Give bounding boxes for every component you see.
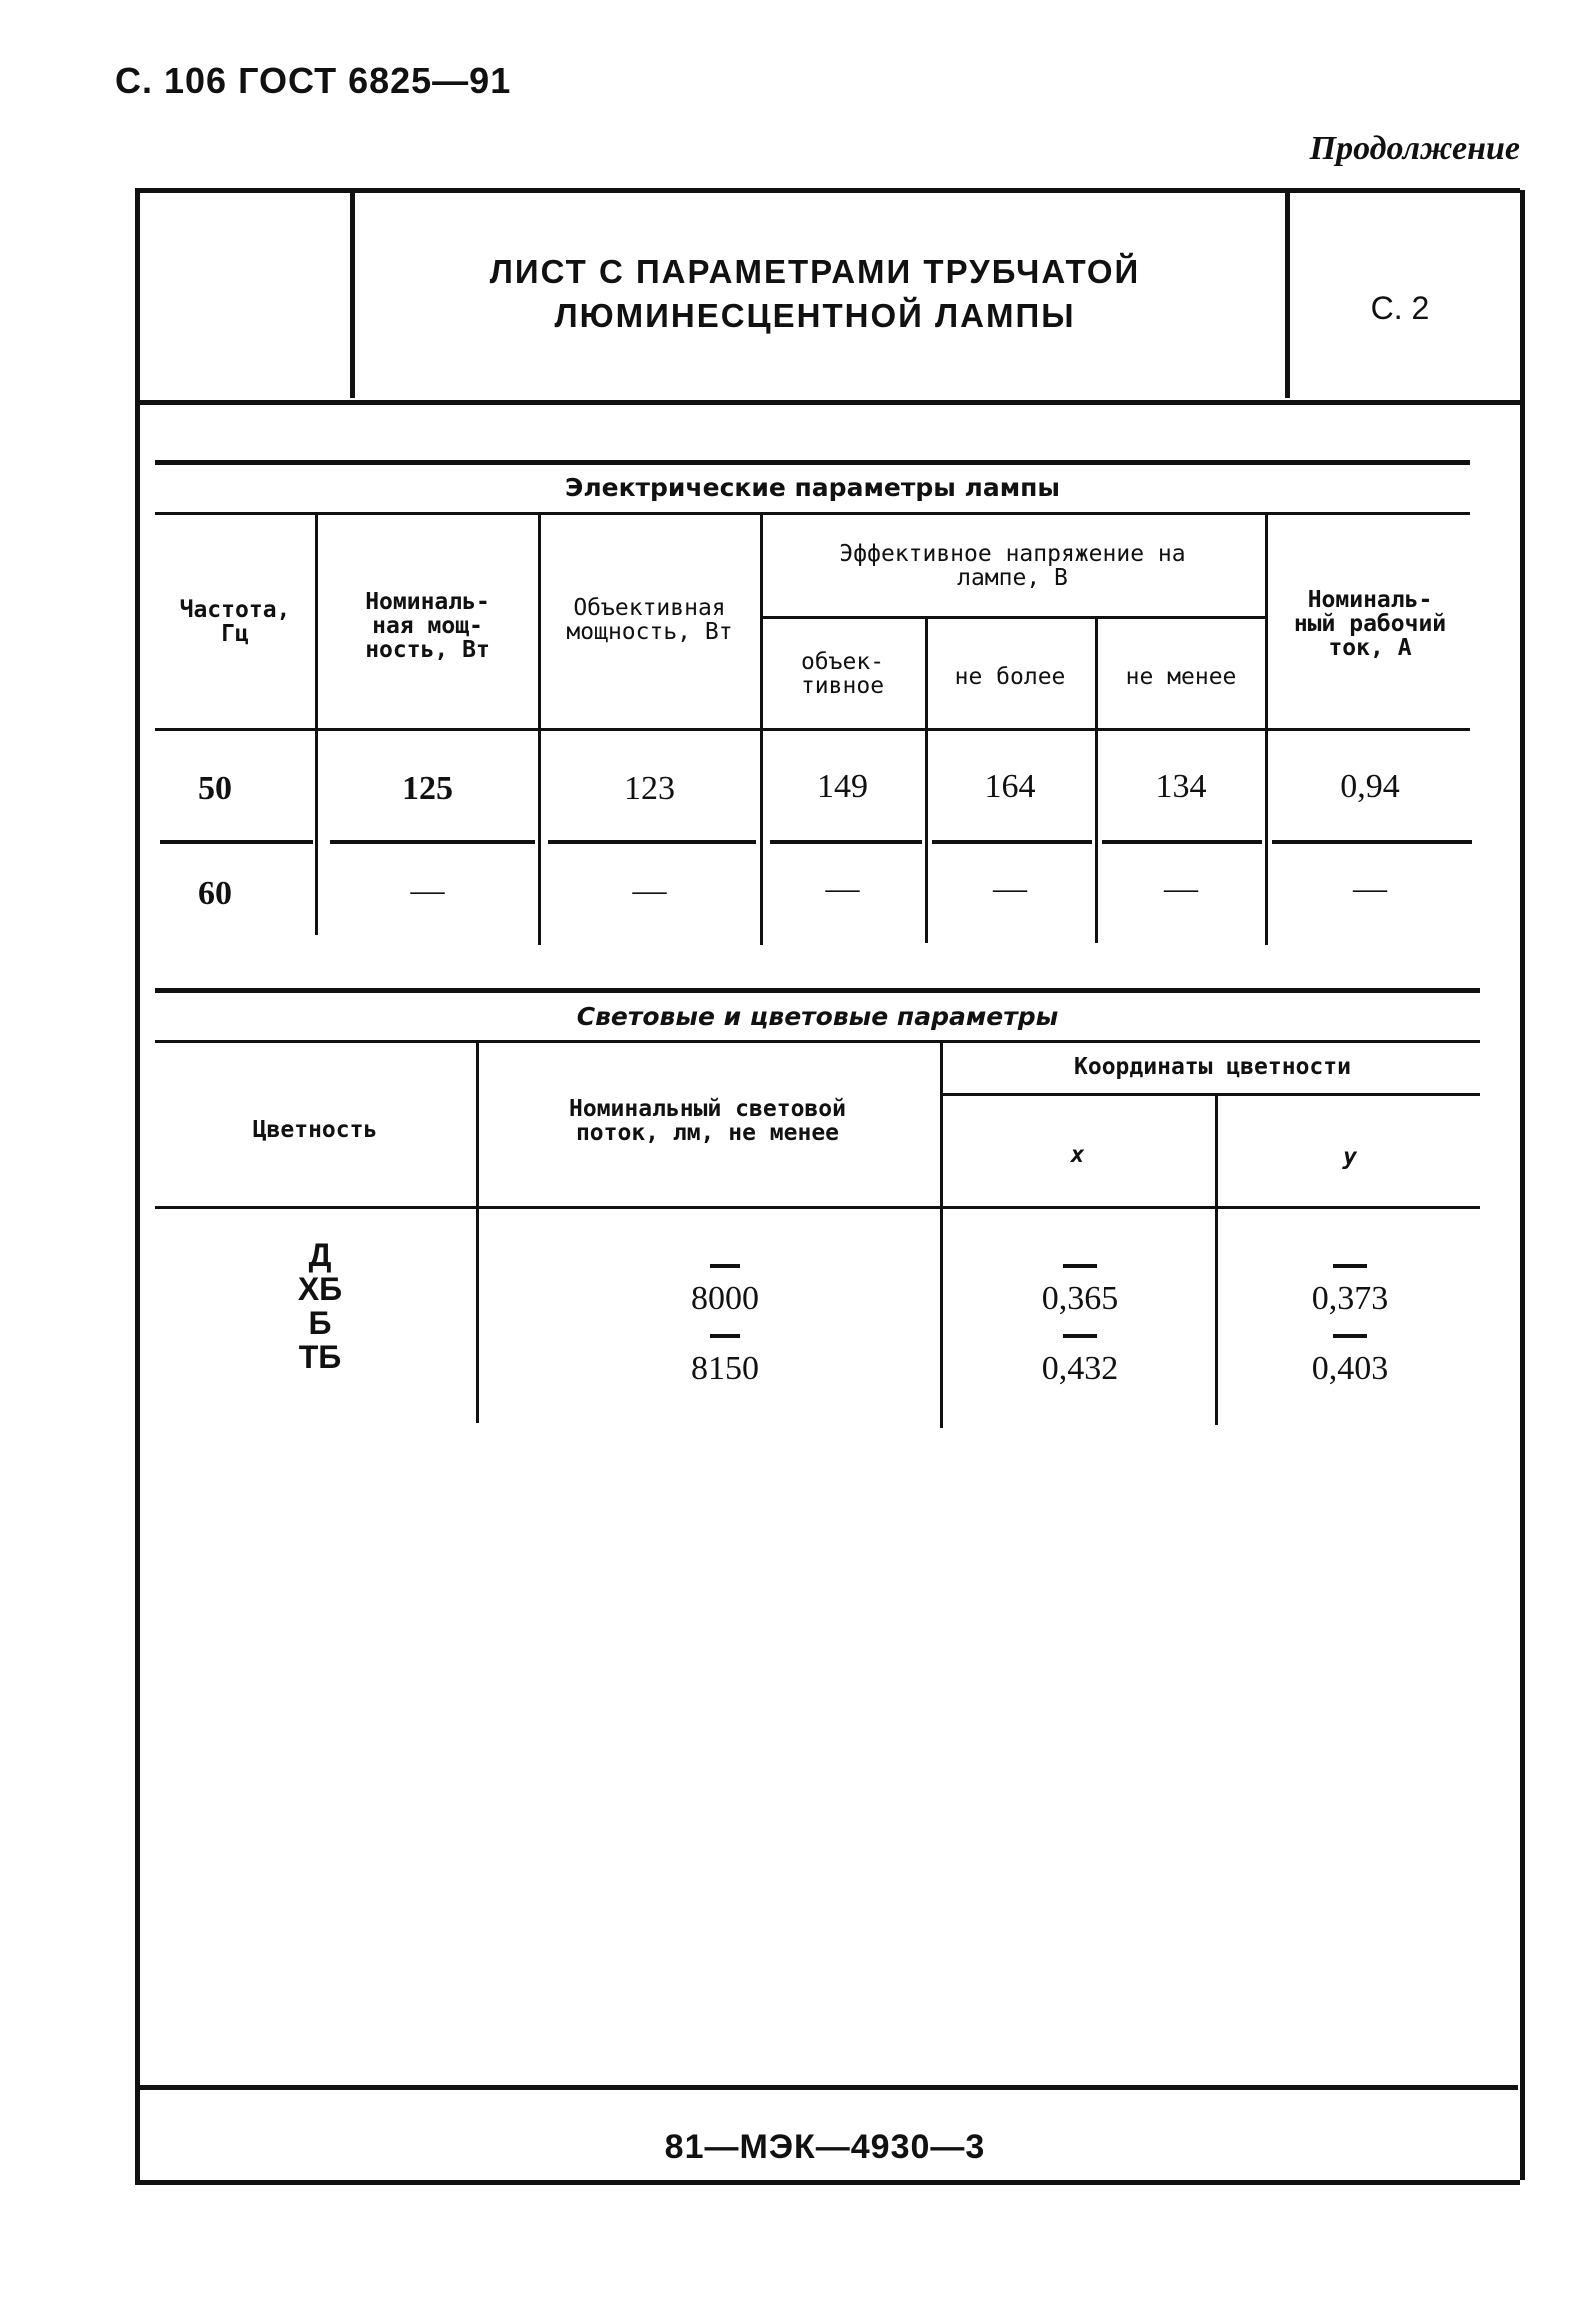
table-cell: 50 — [198, 770, 232, 807]
table-cell: 0,432 — [1041, 1350, 1119, 1387]
row-separator — [1272, 840, 1472, 844]
table-cell: 0,373 — [1311, 1280, 1389, 1317]
col-header-frequency-line2: Гц — [221, 621, 249, 647]
list-item: ХБ — [297, 1271, 343, 1307]
col-header-frequency — [160, 598, 310, 646]
col-header-nominal-power-line1: Номиналь- — [365, 589, 490, 615]
dash-mark — [1333, 1334, 1367, 1338]
list-item: Б — [308, 1305, 332, 1341]
col-header-current — [1270, 588, 1470, 660]
col-header-current-line2: ный рабочий — [1293, 611, 1447, 637]
col-header-voltage-group-line2: лампе, В — [957, 565, 1068, 591]
dash-mark — [710, 1334, 740, 1338]
row-separator — [160, 840, 313, 844]
row-separator — [1102, 840, 1262, 844]
col-header-coordinates: Координаты цветности — [1074, 1054, 1351, 1080]
sheet-title-line1: ЛИСТ С ПАРАМЕТРАМИ ТРУБЧАТОЙ — [489, 253, 1141, 290]
col-header-color: Цветность — [252, 1117, 378, 1143]
frame-top-rule — [135, 188, 1520, 193]
document-code: 81—МЭК—4930—3 — [664, 2128, 986, 2166]
col-header-voltage-objective — [765, 650, 920, 698]
col-header-voltage-min: не менее — [1125, 664, 1237, 690]
title-block-bottom-rule — [135, 400, 1520, 405]
table-cell: — — [993, 870, 1027, 907]
col-header-voltage-max: не более — [954, 664, 1066, 690]
table-cell: 149 — [817, 768, 868, 805]
table-cell: — — [825, 870, 860, 907]
continuation-label: Продолжение — [1309, 130, 1520, 167]
page-reference: С. 106 ГОСТ 6825—91 — [115, 60, 512, 101]
color-names — [220, 1238, 420, 1374]
col-header-voltage-group-line1: Эффективное напряжение на — [839, 541, 1186, 567]
light-header-bottom-rule — [155, 1206, 1480, 1209]
col-header-objective-power-line2: мощность, Вт — [566, 619, 733, 645]
electrical-section-title: Электрические параметры лампы — [564, 473, 1061, 502]
dash-mark — [1063, 1264, 1097, 1268]
col-header-nominal-power — [320, 590, 535, 662]
col-header-voltage-objective-line1: объек- — [800, 649, 885, 675]
table-cell: 164 — [984, 768, 1036, 805]
table-cell: 0,403 — [1311, 1350, 1389, 1387]
electrical-header-bottom-rule — [155, 728, 1470, 731]
dash-mark — [710, 1264, 740, 1268]
electrical-top-rule — [155, 460, 1470, 465]
sheet-title — [360, 250, 1270, 338]
row-separator — [548, 840, 756, 844]
light-top-rule — [155, 988, 1480, 993]
row-separator — [770, 840, 922, 844]
coords-group-rule — [943, 1093, 1480, 1096]
row-separator — [330, 840, 535, 844]
col-header-voltage-objective-line2: тивное — [800, 673, 885, 699]
list-item: Д — [308, 1237, 332, 1273]
table-cell: — — [1164, 870, 1198, 907]
table-cell: — — [1353, 870, 1387, 907]
col-header-x: x — [1070, 1142, 1085, 1168]
col-header-current-line1: Номиналь- — [1307, 587, 1433, 613]
col-header-objective-power — [542, 596, 757, 644]
table-cell: 60 — [198, 875, 232, 912]
footer-top-rule — [138, 2085, 1518, 2090]
col-header-flux-line2: поток, лм, не менее — [575, 1120, 840, 1146]
col-header-current-line3: ток, А — [1328, 635, 1412, 661]
light-section-title: Световые и цветовые параметры — [576, 1002, 1059, 1031]
elec-vline-1 — [315, 515, 318, 935]
table-cell: 0,94 — [1340, 768, 1400, 805]
col-header-flux-line1: Номинальный световой — [569, 1096, 846, 1122]
col-header-y: y — [1343, 1144, 1357, 1170]
elec-vline-4 — [925, 618, 928, 943]
col-header-nominal-power-line3: ность, Вт — [365, 637, 490, 663]
light-header-rule — [155, 1040, 1480, 1043]
table-cell: — — [410, 872, 445, 909]
dash-mark — [1333, 1264, 1367, 1268]
dash-mark — [1063, 1334, 1097, 1338]
electrical-header-rule — [155, 512, 1470, 515]
title-divider-left — [350, 193, 355, 398]
table-cell: 0,365 — [1041, 1280, 1119, 1317]
table-cell: 125 — [402, 770, 453, 807]
row-separator — [932, 840, 1092, 844]
light-vline-1 — [476, 1043, 479, 1423]
col-header-flux — [480, 1097, 935, 1145]
col-header-voltage-group — [765, 542, 1260, 590]
light-vline-2 — [940, 1043, 943, 1428]
col-header-frequency-line1: Частота, — [179, 597, 291, 623]
frame-bottom-rule — [135, 2180, 1520, 2185]
light-vline-3 — [1215, 1095, 1218, 1425]
elec-vline-5 — [1095, 618, 1098, 943]
list-item: ТБ — [298, 1339, 342, 1375]
col-header-objective-power-line1: Объективная — [573, 595, 726, 621]
sheet-number: С. 2 — [1370, 290, 1430, 326]
table-cell: 8000 — [691, 1280, 759, 1317]
table-cell: — — [632, 872, 667, 909]
voltage-group-rule — [762, 616, 1265, 619]
col-header-nominal-power-line2: ная мощ- — [372, 613, 483, 639]
sheet-title-line2: ЛЮМИНЕСЦЕНТНОЙ ЛАМПЫ — [554, 297, 1076, 334]
table-cell: 134 — [1155, 768, 1207, 805]
table-cell: 8150 — [691, 1350, 759, 1387]
table-cell: 123 — [624, 770, 675, 807]
